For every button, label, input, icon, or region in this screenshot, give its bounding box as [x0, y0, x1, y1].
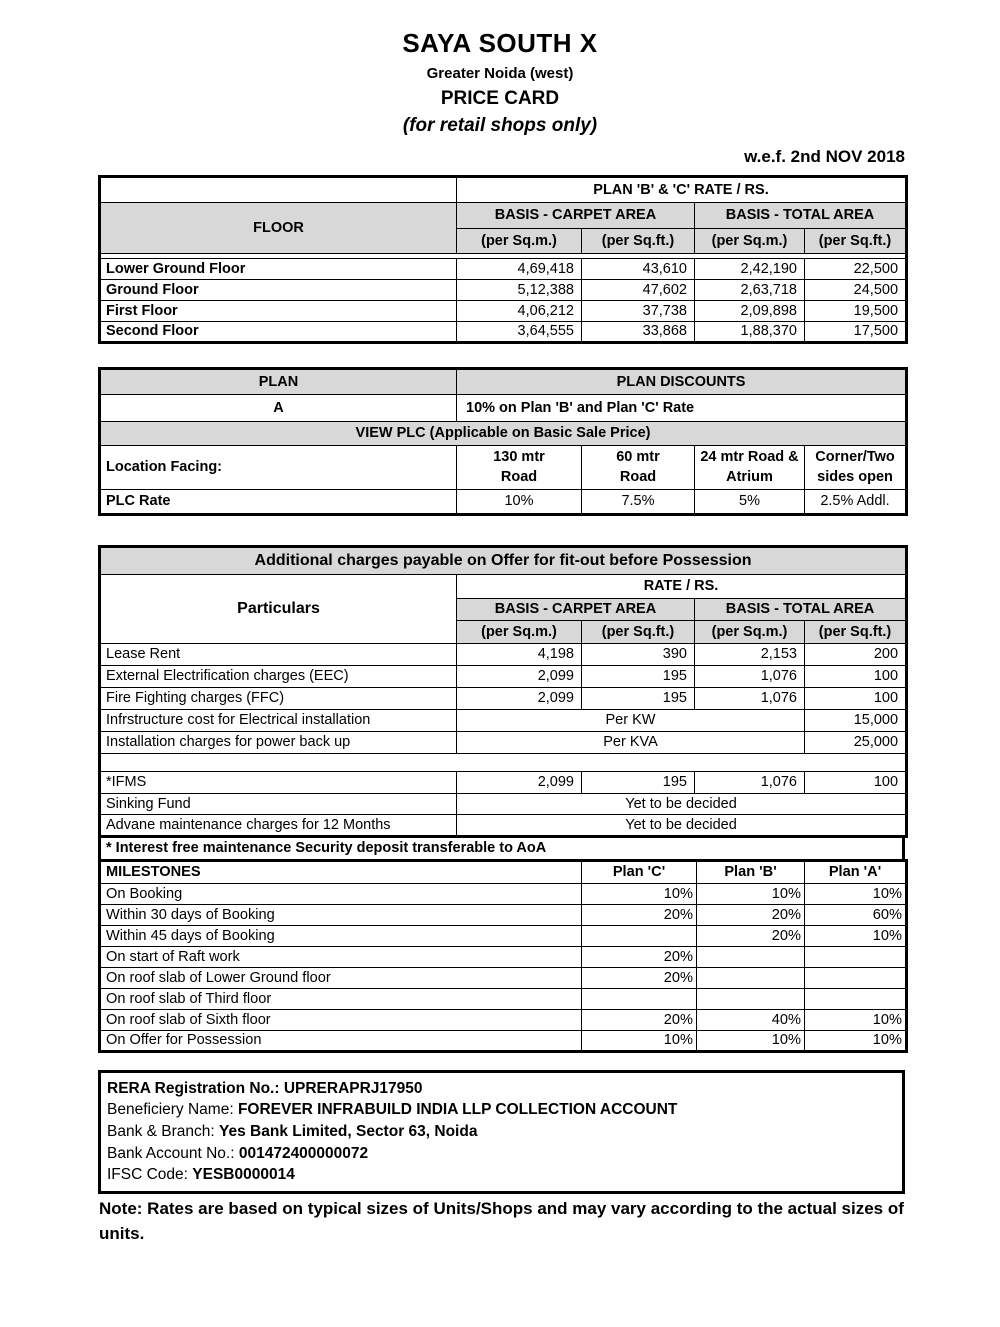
- charge-cell: 100: [805, 772, 907, 794]
- charge-cell: 1,076: [695, 688, 805, 710]
- charge-label: Sinking Fund: [100, 794, 457, 815]
- milestone-label: On Booking: [100, 884, 582, 905]
- rate-cell: 37,738: [582, 301, 695, 322]
- milestone-cell: 20%: [697, 905, 805, 926]
- rate-rs-header: RATE / RS.: [457, 575, 907, 599]
- bank-account-line: [107, 1145, 896, 1163]
- facing-line: 130 mtr: [493, 448, 545, 465]
- charge-cell: 195: [582, 772, 695, 794]
- charge-cell: 100: [805, 688, 907, 710]
- milestone-label: On Offer for Possession: [100, 1031, 582, 1052]
- facing-line: Corner/Two: [815, 448, 895, 465]
- charge-cell: 25,000: [805, 732, 907, 754]
- rate-cell: 2,63,718: [695, 280, 805, 301]
- milestone-cell: 20%: [582, 968, 697, 989]
- plc-rate-cell: 10%: [457, 490, 582, 515]
- bank-account-value: 001472400000072: [238, 1144, 369, 1162]
- ifms-footnote: * Interest free maintenance Security deposit transferable to AoA: [98, 838, 905, 859]
- facing-cell: [805, 446, 907, 490]
- charge-cell: 195: [582, 688, 695, 710]
- empty-corner-cell: [100, 177, 457, 203]
- ifsc-line: [107, 1166, 896, 1184]
- unit-header: (per Sq.ft.): [582, 621, 695, 644]
- table-row: [100, 710, 907, 732]
- table-row: [100, 322, 907, 343]
- floor-label: Lower Ground Floor: [100, 259, 457, 280]
- table-row: [100, 732, 907, 754]
- rate-cell: 19,500: [805, 301, 907, 322]
- effective-date: w.e.f. 2nd NOV 2018: [744, 147, 905, 166]
- floor-column-header: FLOOR: [100, 203, 457, 254]
- bank-details-box: [98, 1070, 905, 1194]
- milestone-label: On start of Raft work: [100, 947, 582, 968]
- plan-rate-header: PLAN 'B' & 'C' RATE / RS.: [457, 177, 907, 203]
- project-title: SAYA SOUTH X: [402, 28, 598, 58]
- footer-note: Note: Rates are based on typical sizes of Units/Shops and may vary according to the actual sizes of units.: [99, 1199, 904, 1243]
- facing-cell: [457, 446, 582, 490]
- rate-cell: 4,69,418: [457, 259, 582, 280]
- rera-registration-line: [107, 1080, 896, 1098]
- rate-cell: 17,500: [805, 322, 907, 343]
- plan-a-header: Plan 'A': [805, 861, 907, 884]
- bank-account-label: Bank Account No.:: [107, 1144, 235, 1162]
- facing-cell: [695, 446, 805, 490]
- milestone-cell: 10%: [805, 1031, 907, 1052]
- milestone-label: On roof slab of Third floor: [100, 989, 582, 1010]
- charge-label: Installation charges for power back up: [100, 732, 457, 754]
- additional-charges-table: [98, 545, 908, 838]
- unit-header: (per Sq.ft.): [805, 621, 907, 644]
- rate-cell: 2,42,190: [695, 259, 805, 280]
- plan-discounts-header: PLAN DISCOUNTS: [457, 369, 907, 395]
- milestone-cell: 40%: [697, 1010, 805, 1031]
- rate-cell: 3,64,555: [457, 322, 582, 343]
- charge-status: Yet to be decided: [457, 815, 907, 837]
- table-row: [100, 666, 907, 688]
- unit-header: (per Sq.m.): [695, 229, 805, 254]
- milestone-label: Within 30 days of Booking: [100, 905, 582, 926]
- facing-line: sides open: [817, 468, 893, 485]
- charge-basis: Per KW: [457, 710, 805, 732]
- bank-branch-value: Yes Bank Limited, Sector 63, Noida: [219, 1122, 478, 1140]
- charge-cell: 390: [582, 644, 695, 666]
- ifsc-label: IFSC Code:: [107, 1166, 188, 1184]
- facing-line: Atrium: [726, 468, 773, 485]
- plan-header: PLAN: [100, 369, 457, 395]
- charge-label: *IFMS: [100, 772, 457, 794]
- floor-rate-section: [98, 175, 908, 344]
- plan-discount-value: 10% on Plan 'B' and Plan 'C' Rate: [457, 395, 907, 422]
- milestone-cell: [697, 989, 805, 1010]
- milestones-table: [98, 859, 908, 1053]
- beneficiary-value: FOREVER INFRABUILD INDIA LLP COLLECTION ACCOUNT: [237, 1101, 678, 1119]
- milestone-cell: 10%: [697, 884, 805, 905]
- rate-cell: 5,12,388: [457, 280, 582, 301]
- table-row: [100, 884, 907, 905]
- table-row: [100, 301, 907, 322]
- location-facing-label: Location Facing:: [100, 446, 457, 490]
- ifsc-value: YESB0000014: [192, 1166, 295, 1184]
- basis-total-header: BASIS - TOTAL AREA: [695, 203, 907, 229]
- charge-basis: Per KVA: [457, 732, 805, 754]
- table-row: [100, 968, 907, 989]
- plc-rate-label: PLC Rate: [100, 490, 457, 515]
- table-row: [100, 644, 907, 666]
- rate-cell: 4,06,212: [457, 301, 582, 322]
- unit-header: (per Sq.ft.): [805, 229, 907, 254]
- milestone-label: On roof slab of Sixth floor: [100, 1010, 582, 1031]
- table-row: [100, 794, 907, 815]
- table-row: [100, 989, 907, 1010]
- rate-cell: 47,602: [582, 280, 695, 301]
- unit-header: (per Sq.ft.): [582, 229, 695, 254]
- bank-branch-label: Bank & Branch:: [107, 1122, 215, 1140]
- rate-cell: 33,868: [582, 322, 695, 343]
- charge-cell: 100: [805, 666, 907, 688]
- charge-cell: 200: [805, 644, 907, 666]
- charge-cell: 2,099: [457, 666, 582, 688]
- rate-cell: 22,500: [805, 259, 907, 280]
- plan-value: A: [100, 395, 457, 422]
- project-location: Greater Noida (west): [426, 65, 574, 82]
- charge-status: Yet to be decided: [457, 794, 907, 815]
- basis-carpet-header: BASIS - CARPET AREA: [457, 599, 695, 621]
- table-row: [100, 815, 907, 837]
- charge-label: Advane maintenance charges for 12 Months: [100, 815, 457, 837]
- audience-note: (for retail shops only): [402, 115, 598, 136]
- beneficiary-label: Beneficiery Name:: [107, 1101, 234, 1119]
- table-row: [100, 772, 907, 794]
- table-row: [100, 490, 907, 515]
- milestone-cell: [697, 968, 805, 989]
- table-row: [100, 688, 907, 710]
- facing-line: Road: [500, 468, 538, 485]
- unit-header: (per Sq.m.): [695, 621, 805, 644]
- document-header: [0, 28, 1000, 137]
- charge-label: External Electrification charges (EEC): [100, 666, 457, 688]
- additional-charges-section: [98, 545, 908, 1053]
- rera-value: UPRERAPRJ17950: [283, 1079, 423, 1097]
- table-row: [100, 926, 907, 947]
- milestone-cell: [582, 926, 697, 947]
- charge-cell: 2,153: [695, 644, 805, 666]
- bank-branch-line: [107, 1123, 896, 1141]
- plc-rate-cell: 7.5%: [582, 490, 695, 515]
- rate-cell: 2,09,898: [695, 301, 805, 322]
- milestone-label: Within 45 days of Booking: [100, 926, 582, 947]
- facing-line: 60 mtr: [616, 448, 660, 465]
- milestones-header: MILESTONES: [100, 861, 582, 884]
- particulars-header: Particulars: [100, 575, 457, 644]
- charge-cell: 195: [582, 666, 695, 688]
- milestone-cell: [805, 968, 907, 989]
- milestone-cell: 60%: [805, 905, 907, 926]
- plan-b-header: Plan 'B': [697, 861, 805, 884]
- beneficiary-line: [107, 1101, 896, 1119]
- charges-title: Additional charges payable on Offer for fit-out before Possession: [100, 547, 907, 575]
- floor-rate-table: [98, 175, 908, 344]
- floor-label: Ground Floor: [100, 280, 457, 301]
- plc-rate-cell: 5%: [695, 490, 805, 515]
- charge-cell: 2,099: [457, 688, 582, 710]
- table-row: [100, 1010, 907, 1031]
- milestone-cell: 10%: [805, 926, 907, 947]
- basis-total-header: BASIS - TOTAL AREA: [695, 599, 907, 621]
- spacer-row: [100, 754, 907, 772]
- charge-label: Infrstructure cost for Electrical installation: [100, 710, 457, 732]
- milestone-cell: 20%: [697, 926, 805, 947]
- plan-discount-table: [98, 367, 908, 516]
- milestone-cell: [582, 989, 697, 1010]
- milestone-cell: 20%: [582, 905, 697, 926]
- charge-cell: 4,198: [457, 644, 582, 666]
- rate-cell: 24,500: [805, 280, 907, 301]
- milestone-cell: [697, 947, 805, 968]
- table-row: [100, 280, 907, 301]
- table-row: [100, 446, 907, 490]
- facing-line: 24 mtr Road &: [700, 448, 799, 465]
- milestone-cell: 10%: [805, 884, 907, 905]
- rate-cell: 43,610: [582, 259, 695, 280]
- charge-cell: 2,099: [457, 772, 582, 794]
- table-row: [100, 905, 907, 926]
- charge-cell: 15,000: [805, 710, 907, 732]
- charge-cell: 1,076: [695, 666, 805, 688]
- plc-rate-cell: 2.5% Addl.: [805, 490, 907, 515]
- unit-header: (per Sq.m.): [457, 229, 582, 254]
- charge-label: Lease Rent: [100, 644, 457, 666]
- facing-cell: [582, 446, 695, 490]
- basis-carpet-header: BASIS - CARPET AREA: [457, 203, 695, 229]
- milestone-cell: [805, 947, 907, 968]
- charge-cell: 1,076: [695, 772, 805, 794]
- view-plc-header: VIEW PLC (Applicable on Basic Sale Price): [100, 422, 907, 446]
- table-row: [100, 1031, 907, 1052]
- plan-c-header: Plan 'C': [582, 861, 697, 884]
- milestone-label: On roof slab of Lower Ground floor: [100, 968, 582, 989]
- unit-header: (per Sq.m.): [457, 621, 582, 644]
- rera-label: RERA Registration No.:: [107, 1079, 280, 1097]
- floor-label: Second Floor: [100, 322, 457, 343]
- milestone-cell: 10%: [582, 1031, 697, 1052]
- milestone-cell: [805, 989, 907, 1010]
- milestone-cell: 20%: [582, 947, 697, 968]
- milestone-cell: 10%: [697, 1031, 805, 1052]
- milestone-cell: 10%: [805, 1010, 907, 1031]
- facing-line: Road: [619, 468, 657, 485]
- table-row: [100, 947, 907, 968]
- milestone-cell: 20%: [582, 1010, 697, 1031]
- milestone-cell: 10%: [582, 884, 697, 905]
- charge-label: Fire Fighting charges (FFC): [100, 688, 457, 710]
- plan-discount-section: [98, 367, 908, 516]
- table-row: [100, 259, 907, 280]
- floor-label: First Floor: [100, 301, 457, 322]
- rate-cell: 1,88,370: [695, 322, 805, 343]
- document-type: PRICE CARD: [440, 88, 560, 109]
